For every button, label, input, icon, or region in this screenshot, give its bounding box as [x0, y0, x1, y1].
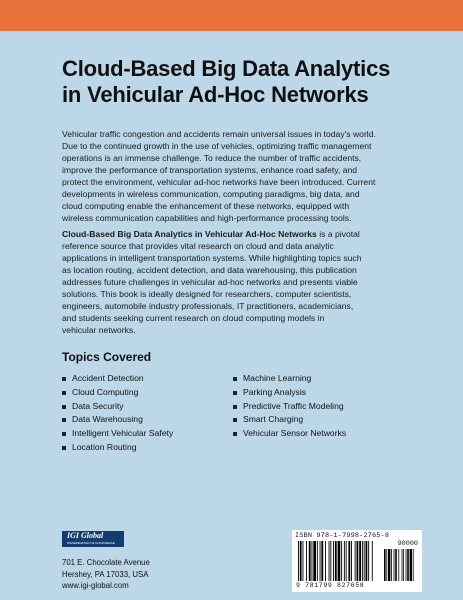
topic-item [62, 413, 173, 427]
barcode-bar [355, 541, 356, 581]
topic-label: Cloud Computing [72, 386, 139, 397]
barcode-bar [329, 541, 330, 581]
paragraph-line: cloud computing enable the enhancement of these networks, equipped with [62, 201, 350, 211]
bullet-icon [62, 391, 66, 395]
barcode-bar [403, 549, 404, 581]
barcode-bar [320, 541, 321, 581]
publisher-address [62, 557, 150, 592]
topic-item [62, 400, 173, 414]
barcode-bar [317, 541, 318, 581]
barcode-bar [298, 541, 299, 581]
barcode [292, 530, 422, 592]
barcode-bar [313, 541, 316, 581]
barcode-bar [330, 541, 331, 581]
barcode-bar [335, 541, 337, 581]
topic-item [233, 413, 346, 427]
topic-item [62, 386, 173, 400]
topic-label: Smart Charging [243, 414, 304, 425]
paragraph-line: improve the performance of transportation systems, enhance road safety, and [62, 165, 358, 175]
topic-item [62, 441, 173, 455]
topic-label: Accident Detection [72, 373, 144, 383]
paragraph-line: solutions. This book is ideally designed for researchers, computer scientists, [62, 289, 352, 299]
topics-list-right [233, 372, 346, 441]
barcode-bar [394, 549, 395, 581]
igi-global-logo [62, 531, 124, 547]
paragraph-line: wireless communication capabilities and high-performance processing tools. [62, 213, 352, 223]
topic-label: Vehicular Sensor Networks [243, 428, 347, 439]
barcode-bar [321, 541, 323, 581]
topic-label: Data Warehousing [72, 414, 143, 425]
title-line-1: Cloud-Based Big Data Analytics [62, 56, 391, 81]
isbn-text: ISBN 978-1-7998-2765-8 [295, 532, 390, 540]
paragraph-line [62, 228, 414, 240]
book-title [62, 56, 422, 108]
barcode-bar [325, 541, 326, 581]
bullet-icon [62, 405, 66, 409]
bullet-icon [62, 377, 66, 381]
barcode-bar [338, 541, 341, 581]
logo-text: IGI Global [67, 531, 104, 540]
topic-item [62, 427, 173, 441]
description-paragraph-1 [62, 128, 414, 224]
barcode-bar [372, 541, 373, 581]
bullet-icon [233, 391, 237, 395]
barcode-bar [366, 541, 368, 581]
barcode-bar [368, 541, 369, 581]
price-code: 90000 [397, 540, 418, 548]
paragraph-line: operations is an immense challenge. To reduce the number of traffic accidents, [62, 153, 362, 163]
barcode-bar [410, 549, 412, 581]
paragraph-text: is a pivotal [316, 229, 360, 239]
topic-item [233, 427, 346, 441]
paragraph-line: engineers, automobile industry professionals, IT practitioners, academicians, [62, 301, 354, 311]
barcode-bar [306, 541, 307, 581]
barcode-bar [413, 549, 414, 581]
address-line: Hershey, PA 17033, USA [62, 569, 149, 579]
barcode-bar [357, 541, 359, 581]
topic-label: Predictive Traffic Modeling [243, 400, 344, 411]
paragraph-line: reference source that provides vital research on cloud and data analytic [62, 241, 334, 251]
bullet-icon [62, 446, 66, 450]
bullet-icon [62, 432, 66, 436]
barcode-bar [300, 541, 302, 581]
paragraph-line: protect the environment, vehicular ad-hoc networks have been introduced. Current [62, 177, 376, 187]
barcode-bar [341, 541, 342, 581]
topic-item [233, 400, 346, 414]
topic-label: Location Routing [72, 441, 137, 452]
topic-item [233, 386, 346, 400]
bullet-icon [62, 418, 66, 422]
topic-item [62, 372, 173, 386]
paragraph-line: developments in wireless communication, computing paradigms, big data, and [62, 189, 360, 199]
barcode-bar [388, 549, 390, 581]
topics-list-left [62, 372, 173, 455]
barcode-bar [309, 541, 311, 581]
paragraph-line: Due to the continued growth in the use of vehicles, optimizing traffic management [62, 141, 372, 151]
barcode-bar [386, 549, 387, 581]
barcode-bar [333, 541, 334, 581]
barcode-bar [344, 541, 345, 581]
bullet-icon [233, 405, 237, 409]
barcode-bar [402, 549, 403, 581]
publisher-block [62, 531, 150, 592]
barcode-bar [303, 541, 304, 581]
barcode-bar [359, 541, 361, 581]
title-line-2: in Vehicular Ad-Hoc Networks [62, 82, 369, 107]
paragraph-line: as location routing, accident detection, and data warehousing, this publication [62, 265, 357, 275]
topic-item [233, 372, 346, 386]
bullet-icon [233, 432, 237, 436]
barcode-bar [398, 549, 399, 581]
topic-label: Machine Learning [243, 373, 312, 383]
logo-subtext: DISSEMINATOR OF KNOWLEDGE [67, 541, 115, 545]
topic-label: Intelligent Vehicular Safety [72, 428, 174, 439]
barcode-bar [395, 549, 397, 581]
barcode-bar [384, 549, 386, 581]
barcode-bar [346, 541, 347, 581]
barcode-bar [351, 541, 352, 581]
barcode-bar [348, 541, 350, 581]
barcode-digits: 9 781799 827658 [296, 582, 365, 589]
paragraph-line: Vehicular traffic congestion and accidents remain universal issues in today's world. [62, 129, 376, 139]
paragraph-line: addresses future challenges in vehicular ad-hoc networks and presents viable [62, 277, 358, 287]
topic-label: Data Security [72, 400, 124, 411]
topics-heading: Topics Covered [62, 350, 152, 364]
book-title-inline: Cloud-Based Big Data Analytics in Vehicular Ad-Hoc Networks [62, 229, 317, 239]
barcode-bar [364, 541, 365, 581]
barcode-bar [407, 549, 409, 581]
description-paragraph-2 [62, 228, 414, 336]
website-url: www.igi-global.com [62, 581, 129, 590]
paragraph-line: and students seeking current research on cloud computing models in [62, 313, 325, 323]
paragraph-line: applications in intelligent transportation systems. While highlighting topics such [62, 253, 362, 263]
barcode-bar [312, 541, 313, 581]
bullet-icon [233, 418, 237, 422]
barcode-bar [362, 541, 363, 581]
address-line: 701 E. Chocolate Avenue [62, 558, 150, 567]
top-color-bar [0, 0, 463, 31]
bullet-icon [233, 377, 237, 381]
topic-label: Parking Analysis [243, 386, 307, 397]
paragraph-line: vehicular networks. [62, 325, 136, 335]
barcode-bar [406, 549, 407, 581]
barcode-bar [391, 549, 392, 581]
